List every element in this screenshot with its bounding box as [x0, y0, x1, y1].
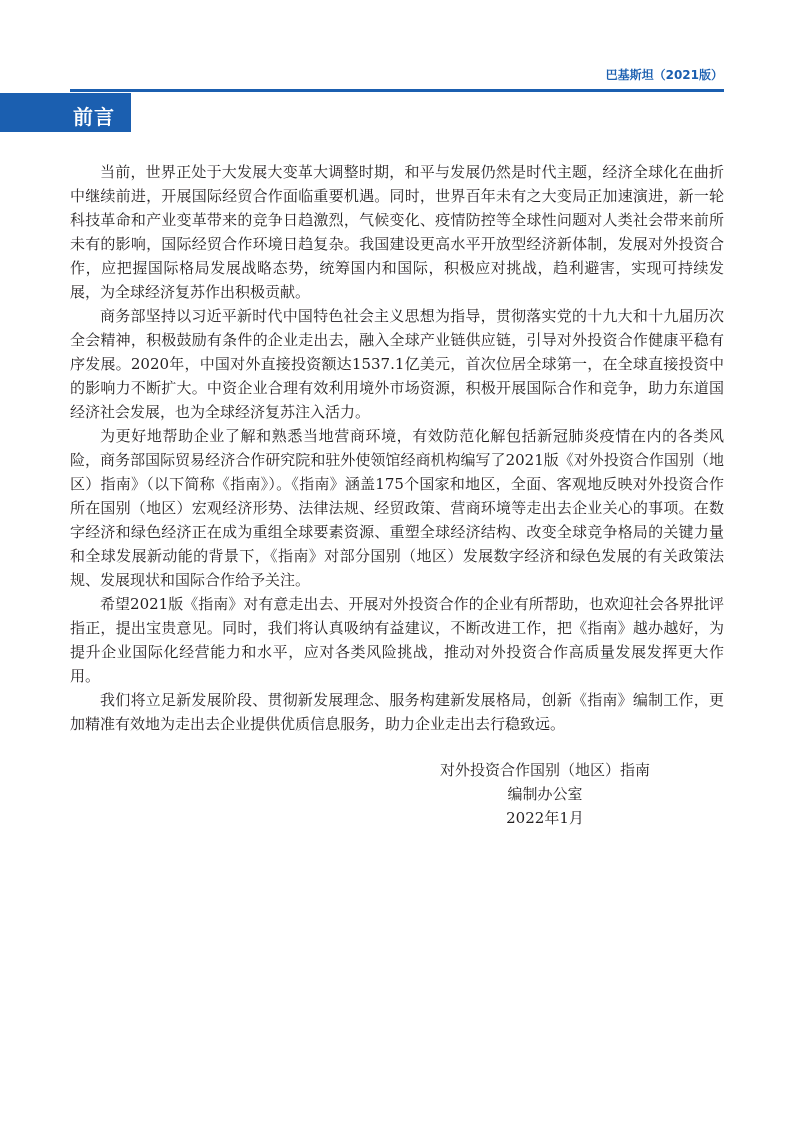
paragraph-1: 当前，世界正处于大发展大变革大调整时期，和平与发展仍然是时代主题，经济全球化在曲折中继续前进，开展国际经贸合作面临重要机遇。同时，世界百年未有之大变局正加速演进，新一轮科技革命和产业变革带来的竞争日趋激烈，气候变化、疫情防控等全球性问题对人类社会带来前所未有的影响，国际经贸合作环境日趋复杂。我国建设更高水平开放型经济新体制，发展对外投资合作，应把握国际格局发展战略态势，统筹国内和国际，积极应对挑战，趋利避害，实现可持续发展，为全球经济复苏作出积极贡献。 — [70, 163, 724, 301]
signature-office: 编制办公室 — [507, 785, 583, 803]
signature-org: 对外投资合作国别（地区）指南 — [439, 761, 650, 779]
preface-body — [70, 160, 724, 736]
paragraph-4: 希望2021版《指南》对有意走出去、开展对外投资合作的企业有所帮助，也欢迎社会各界批评指正，提出宝贵意见。同时，我们将认真吸纳有益建议，不断改进工作，把《指南》越办越好，为提升企业国际化经营能力和水平，应对各类风险挑战，推动对外投资合作高质量发展发挥更大作用。 — [70, 595, 724, 685]
paragraph-2: 商务部坚持以习近平新时代中国特色社会主义思想为指导，贯彻落实党的十九大和十九届历次全会精神，积极鼓励有条件的企业走出去，融入全球产业链供应链，引导对外投资合作健康平稳有序发展。2020年，中国对外直接投资额达1537.1亿美元，首次位居全球第一，在全球直接投资中的影响力不断扩大。中资企业合理有效利用境外市场资源，积极开展国际合作和竞争，助力东道国经济社会发展，也为全球经济复苏注入活力。 — [70, 307, 724, 421]
signature-date: 2022年1月 — [506, 809, 584, 827]
paragraph-3: 为更好地帮助企业了解和熟悉当地营商环境，有效防范化解包括新冠肺炎疫情在内的各类风险，商务部国际贸易经济合作研究院和驻外使领馆经商机构编写了2021版《对外投资合作国别（地区）指南》（以下简称《指南》）。《指南》涵盖175个国家和地区，全面、客观地反映对外投资合作所在国别（地区）宏观经济形势、法律法规、经贸政策、营商环境等走出去企业关心的事项。在数字经济和绿色经济正在成为重组全球要素资源、重塑全球经济结构、改变全球竞争格局的关键力量和全球发展新动能的背景下，《指南》对部分国别（地区）发展数字经济和绿色发展的有关政策法规、发展现状和国际合作给予关注。 — [70, 427, 724, 589]
paragraph-5: 我们将立足新发展阶段、贯彻新发展理念、服务构建新发展格局，创新《指南》编制工作，更加精准有效地为走出去企业提供优质信息服务，助力企业走出去行稳致远。 — [70, 691, 724, 733]
section-title: 前言 — [73, 105, 115, 129]
header-rule — [70, 89, 724, 92]
running-head: 巴基斯坦（2021版） — [605, 68, 723, 82]
signature-block — [360, 758, 730, 830]
